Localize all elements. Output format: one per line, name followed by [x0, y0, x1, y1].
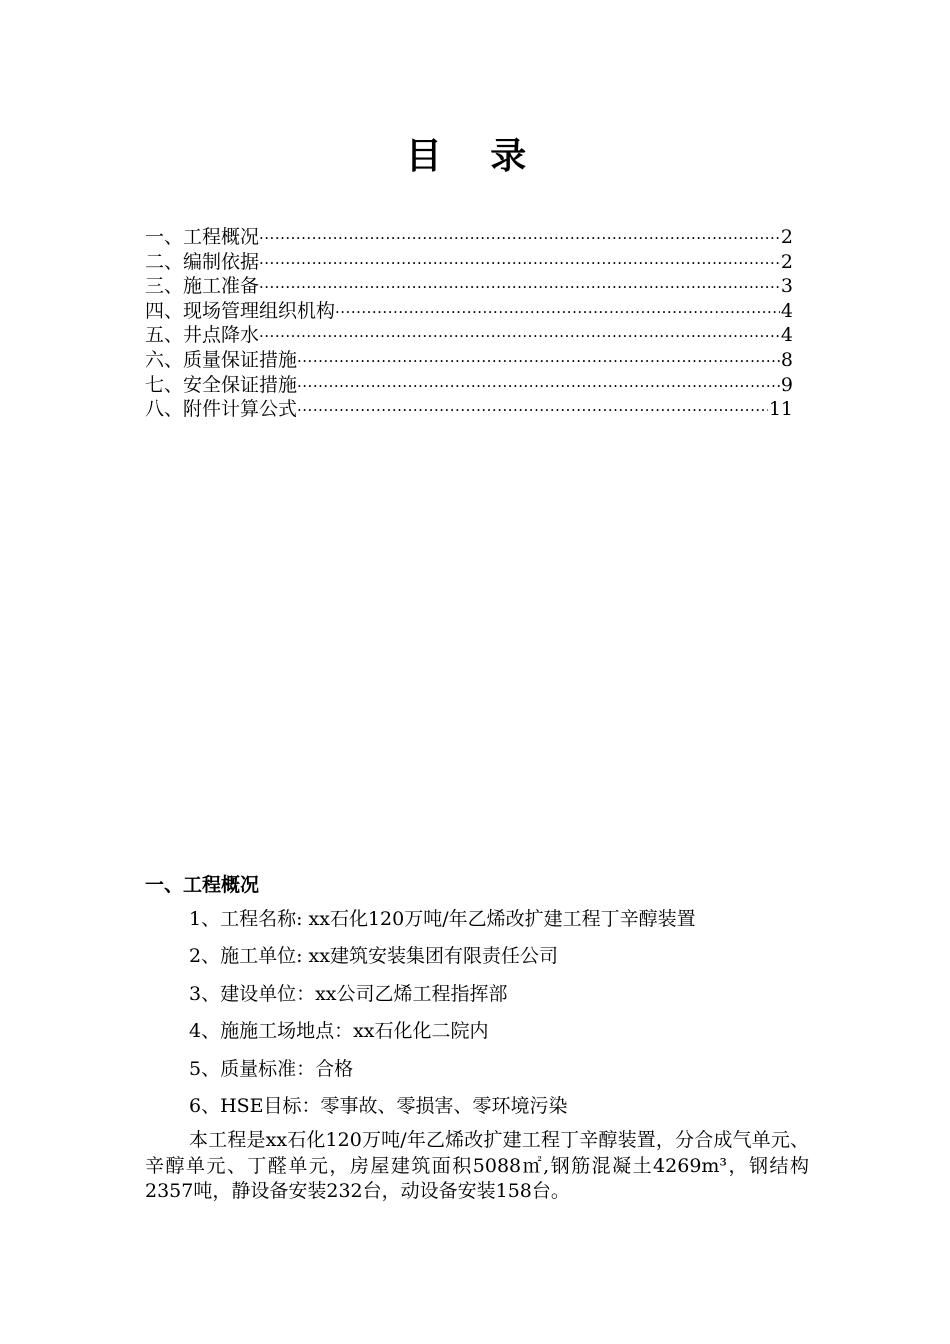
- toc-entry[interactable]: [145, 373, 793, 398]
- toc-entry[interactable]: [145, 397, 793, 422]
- toc-leader-dots: [259, 275, 780, 300]
- toc-entry[interactable]: [145, 348, 793, 373]
- toc-leader-dots: [259, 324, 780, 349]
- toc-entry-label: 七、安全保证措施: [145, 373, 298, 396]
- toc-leader-dots: [259, 251, 780, 276]
- project-name-item: 1、工程名称: xx石化120万吨/年乙烯改扩建工程丁辛醇装置: [189, 908, 696, 930]
- toc-entry-label: 三、施工准备: [145, 275, 260, 298]
- toc-entry-label: 二、编制依据: [145, 250, 260, 273]
- toc-leader-dots: [335, 300, 780, 325]
- toc-entry[interactable]: [145, 323, 793, 348]
- quality-standard-item: 5、质量标准：合格: [189, 1057, 354, 1080]
- toc-entry[interactable]: [145, 225, 793, 250]
- contractor-item: 2、施工单位: xx建筑安装集团有限责任公司: [189, 945, 558, 968]
- table-of-contents: [145, 225, 793, 422]
- toc-entry-label: 八、附件计算公式: [145, 398, 298, 421]
- toc-entry-page: 11: [768, 398, 793, 421]
- hse-target-item: 6、HSE目标：零事故、零损害、零环境污染: [189, 1094, 568, 1117]
- toc-entry-label: 五、井点降水: [145, 324, 260, 347]
- toc-entry-page: 4: [780, 299, 793, 322]
- page-title: 目 录: [405, 135, 545, 177]
- toc-entry-label: 一、工程概况: [145, 226, 260, 248]
- toc-entry-page: 8: [780, 348, 793, 371]
- toc-entry[interactable]: [145, 274, 793, 299]
- toc-entry-label: 四、现场管理组织机构: [145, 299, 336, 322]
- toc-leader-dots: [297, 398, 768, 423]
- toc-entry-label: 六、质量保证措施: [145, 348, 298, 371]
- toc-leader-dots: [259, 226, 780, 251]
- toc-entry-page: 2: [780, 226, 793, 248]
- toc-entry-page: 2: [780, 250, 793, 273]
- project-summary-paragraph: 本工程是xx石化120万吨/年乙烯改扩建工程丁辛醇装置，分合成气单元、辛醇单元、丁醛单元，房屋建筑面积5088㎡,钢筋混凝土4269m³，钢结构2357吨，静设备安装232台，动设备安装158台。: [145, 1129, 809, 1202]
- toc-entry[interactable]: [145, 299, 793, 324]
- toc-entry-page: 9: [780, 373, 793, 396]
- toc-entry-page: 4: [780, 324, 793, 347]
- section-heading: 一、工程概况: [145, 874, 260, 896]
- toc-entry[interactable]: [145, 250, 793, 275]
- owner-item: 3、建设单位：xx公司乙烯工程指挥部: [189, 982, 508, 1005]
- site-location-item: 4、施施工场地点：xx石化化二院内: [189, 1020, 489, 1043]
- toc-leader-dots: [297, 374, 780, 399]
- toc-leader-dots: [297, 349, 780, 374]
- toc-entry-page: 3: [780, 275, 793, 298]
- project-info-list: [189, 904, 809, 1128]
